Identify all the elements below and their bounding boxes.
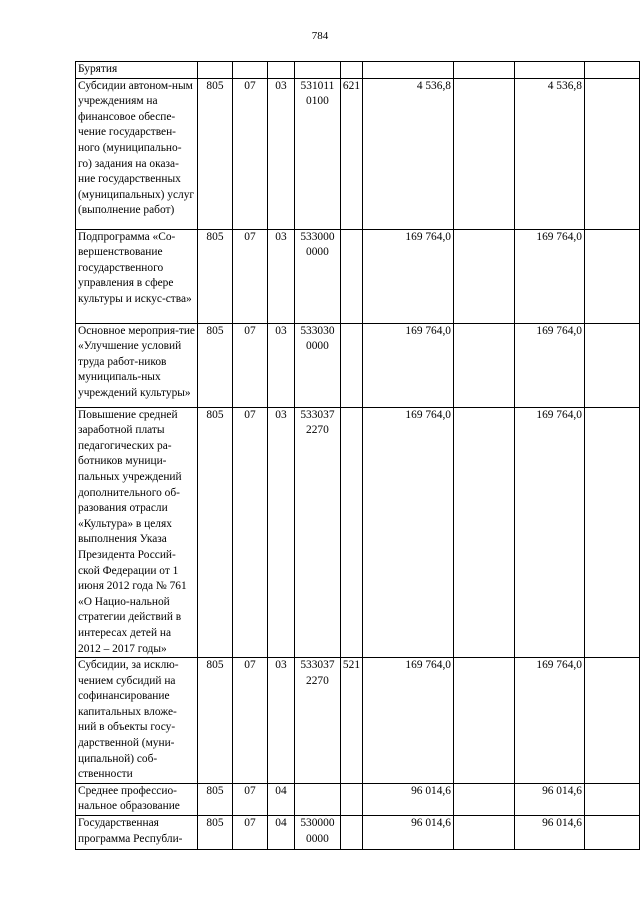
row-amount-c: 169 764,0 [514,323,584,407]
row-amount-b [453,78,514,229]
row-amount-b [453,783,514,815]
row-amount-d [584,78,639,229]
row-target: 533037 2270 [294,407,340,658]
table-row [76,407,640,658]
row-subsection: 03 [267,323,294,407]
row-amount-b [453,62,514,79]
row-subsection [267,62,294,79]
row-code: 805 [197,323,232,407]
row-amount-a: 169 764,0 [363,229,454,323]
row-amount-b [453,229,514,323]
row-subsection: 04 [267,783,294,815]
table-row [76,783,640,815]
row-target: 533000 0000 [294,229,340,323]
row-expense-type [340,62,362,79]
row-amount-c: 169 764,0 [514,407,584,658]
row-expense-type: 521 [340,658,362,784]
row-amount-a: 96 014,6 [363,816,454,850]
row-target [294,62,340,79]
row-target: 531011 0100 [294,78,340,229]
row-amount-d [584,658,639,784]
row-expense-type [340,407,362,658]
table-row [76,658,640,784]
row-name: Субсидии автоном-ным учреждениям на финансовое обеспе-чение государствен-ного (муниципально-го) задания на оказа-ние государственных (муниципальных) услуг (выполнение работ) [76,78,198,229]
row-section [232,62,267,79]
row-section: 07 [232,783,267,815]
row-subsection: 03 [267,407,294,658]
row-code [197,62,232,79]
page-number: 784 [311,30,329,42]
row-amount-a: 96 014,6 [363,783,454,815]
row-subsection: 04 [267,816,294,850]
row-amount-c: 96 014,6 [514,816,584,850]
row-amount-a: 169 764,0 [363,323,454,407]
row-amount-d [584,783,639,815]
row-amount-c: 169 764,0 [514,229,584,323]
row-amount-c [514,62,584,79]
row-section: 07 [232,323,267,407]
row-amount-d [584,407,639,658]
row-name: Субсидии, за исклю-чением субсидий на софинансирование капитальных вложе-ний в объекты госу-дарственной (муни-ципальной) соб-ственности [76,658,198,784]
row-amount-c: 4 536,8 [514,78,584,229]
row-section: 07 [232,229,267,323]
row-amount-c: 96 014,6 [514,783,584,815]
row-amount-d [584,323,639,407]
row-amount-b [453,407,514,658]
row-name: Подпрограмма «Со-вершенствование государственного управления в сфере культуры и искус-ства» [76,229,198,323]
row-name: Государственная программа Республи- [76,816,198,850]
row-code: 805 [197,78,232,229]
row-amount-d [584,229,639,323]
row-expense-type [340,816,362,850]
row-section: 07 [232,78,267,229]
row-target [294,783,340,815]
row-target: 533037 2270 [294,658,340,784]
row-target: 530000 0000 [294,816,340,850]
budget-table [75,61,640,850]
row-amount-a: 4 536,8 [363,78,454,229]
row-amount-d [584,816,639,850]
row-section: 07 [232,658,267,784]
row-subsection: 03 [267,78,294,229]
row-name: Повышение средней заработной платы педагогических ра-ботников муници-пальных учреждений дополнительного об-разования отрасли «Культура» в целях выполнения Указа Президента Россий-ской Федерации от 1 июня 2012 года № 761 «О Нацио-нальной стратегии действий в интересах детей на 2012 – 2017 годы» [76,407,198,658]
row-subsection: 03 [267,658,294,784]
table-row [76,323,640,407]
row-code: 805 [197,407,232,658]
row-amount-a: 169 764,0 [363,407,454,658]
row-amount-b [453,323,514,407]
table-row [76,62,640,79]
row-amount-d [584,62,639,79]
row-amount-a: 169 764,0 [363,658,454,784]
row-name: Основное мероприя-тие «Улучшение условий труда работ-ников муниципаль-ных учреждений культуры» [76,323,198,407]
row-expense-type [340,229,362,323]
row-amount-b [453,658,514,784]
row-section: 07 [232,816,267,850]
row-name: Среднее профессио-нальное образование [76,783,198,815]
row-target: 533030 0000 [294,323,340,407]
row-section: 07 [232,407,267,658]
row-expense-type [340,323,362,407]
row-name: Бурятия [76,62,198,79]
row-expense-type: 621 [340,78,362,229]
row-amount-b [453,816,514,850]
row-code: 805 [197,816,232,850]
table-row [76,229,640,323]
row-expense-type [340,783,362,815]
row-amount-a [363,62,454,79]
row-amount-c: 169 764,0 [514,658,584,784]
row-code: 805 [197,658,232,784]
row-code: 805 [197,229,232,323]
row-subsection: 03 [267,229,294,323]
table-row [76,78,640,229]
table-row [76,816,640,850]
row-code: 805 [197,783,232,815]
